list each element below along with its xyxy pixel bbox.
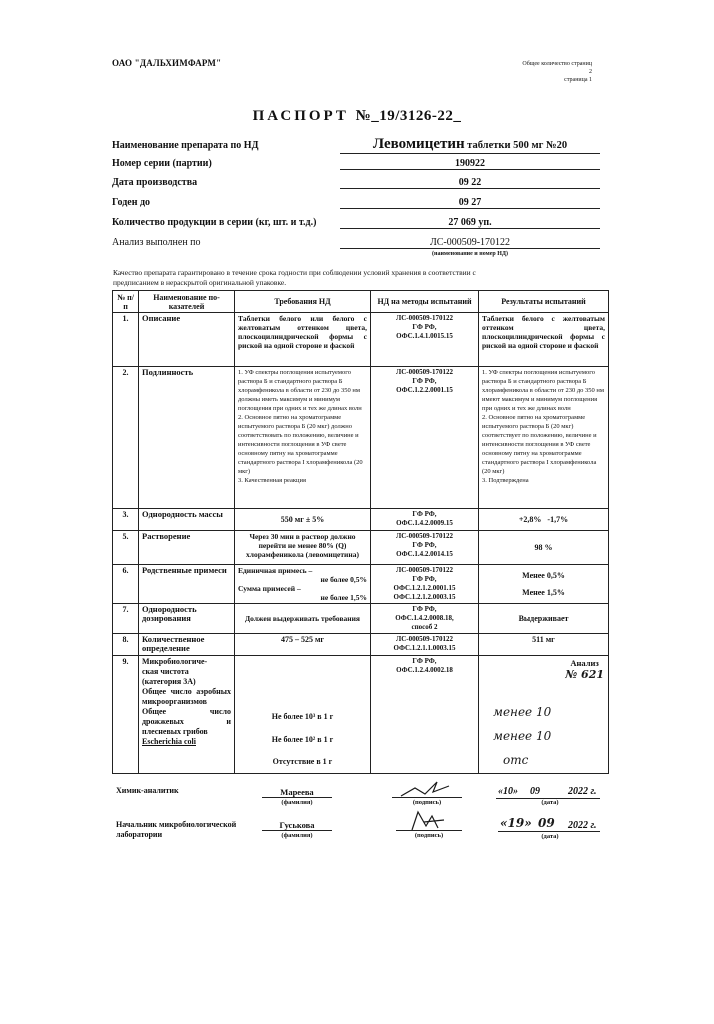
row-res: 98 % xyxy=(479,531,609,565)
micro-fungi-label: Общее число дрожжевых и плесневых грибов xyxy=(142,707,231,736)
table-row-micro xyxy=(113,656,609,774)
row-nd: ЛС-000509-170122 ГФ РФ, ОФС.1.2.2.0001.15 xyxy=(371,367,479,509)
col-header-res: Результаты испытаний xyxy=(479,291,609,313)
head-date-month: 09 xyxy=(538,816,555,830)
row-req-micro xyxy=(235,656,371,774)
row-num: 7. xyxy=(113,604,139,634)
row-name: Однородность массы xyxy=(139,509,235,531)
chemist-date-day: «10» xyxy=(498,786,518,797)
row-nd: ГФ РФ, ОФС.1.4.2.0008.18, способ 2 xyxy=(371,604,479,634)
col-header-req: Требования НД xyxy=(235,291,371,313)
table-row xyxy=(113,634,609,656)
micro-ecoli-label: Escherichia coli xyxy=(142,737,196,746)
table-row xyxy=(113,509,609,531)
drug-field xyxy=(340,136,600,154)
head-name: Гуськова xyxy=(262,820,332,831)
chemist-name: Мареева xyxy=(262,787,332,798)
req-single-limit: не более 0,5% xyxy=(320,575,367,584)
head-date-caption: (дата) xyxy=(541,833,559,840)
analysis-label: Анализ xyxy=(570,658,599,668)
head-date-day: «19» xyxy=(500,816,532,830)
prod-date-value: 09 22 xyxy=(340,177,600,189)
row-num: 3. xyxy=(113,509,139,531)
series-label: Номер серии (партии) xyxy=(112,158,212,169)
chemist-date-month: 09 xyxy=(530,786,540,797)
page-count xyxy=(520,60,592,84)
row-req: 1. УФ спектры поглощения испытуемого раствора Б и стандартного раствора Б хлорамфеникола в области от 230 до 350 нм должны иметь максимум и минимум поглощения при одних и тех же длинах волн 2. Основное пятно на хроматограмме испытуемого раствора Б (20 мкг) должно соответствовать по положению, величине и интенсивности поглощения в УФ свете основному пятну на хроматограмме стандартного раствора I хлорамфеникола (20 мкг) 3. Качественная реакция xyxy=(235,367,371,509)
micro-res-aerobic: менее 10 xyxy=(493,705,552,719)
row-res: 511 мг xyxy=(479,634,609,656)
expiry-label: Годен до xyxy=(112,197,151,208)
row-req-impurities xyxy=(235,565,371,604)
head-role: Начальник микробиологической лаборатории xyxy=(116,820,237,839)
row-nd: ЛС-000509-170122 ГФ РФ, ОФС.1.4.1.0015.15 xyxy=(371,313,479,367)
table-row xyxy=(113,565,609,604)
row-req: 550 мг ± 5% xyxy=(235,509,371,531)
chemist-sign-caption: (подпись) xyxy=(412,799,442,806)
micro-res-fungi: менее 10 xyxy=(493,729,552,743)
head-date-line xyxy=(498,831,600,832)
row-name: Растворение xyxy=(139,531,235,565)
passport-number: №_19/3126-22_ xyxy=(355,108,462,124)
table-row xyxy=(113,604,609,634)
expiry-value: 09 27 xyxy=(340,197,600,209)
row-name-micro xyxy=(139,656,235,774)
page-title xyxy=(0,108,714,125)
guarantee-text: Качество препарата гарантировано в течение срока годности при соблюдении условий хранения в соответствии с предписанием в нераскрытой оригинальной упаковке. xyxy=(113,268,476,287)
row-req: Таблетки белого или белого с желтоватым оттенком цвета, плоскоцилиндрической формы с риской на одной стороне и фаской xyxy=(235,313,371,367)
row-name: Родственные примеси xyxy=(139,565,235,604)
row-name: Описание xyxy=(139,313,235,367)
row-nd: ГФ РФ, ОФС.1.2.4.0002.18 xyxy=(371,656,479,774)
row-num: 2. xyxy=(113,367,139,509)
req-total-limit: не более 1,5% xyxy=(320,593,367,602)
row-nd: ЛС-000509-170122 ГФ РФ, ОФС.1.2.1.2.0001.15 ОФС.1.2.1.2.0003.15 xyxy=(371,565,479,604)
row-nd: ЛС-000509-170122 ГФ РФ, ОФС.1.4.2.0014.15 xyxy=(371,531,479,565)
row-res: Таблетки белого с желтоватым оттенком цвета, плоскоцилиндрической формы с риской на одной стороне и фаской xyxy=(479,313,609,367)
row-name: Количественное определение xyxy=(139,634,235,656)
micro-aerobic-label: Общее число аэробных микроорганизмов xyxy=(142,687,231,706)
analysis-number-box xyxy=(565,658,604,680)
micro-name-line: (категория 3А) xyxy=(142,677,196,686)
res-total-impurity: Менее 1,5% xyxy=(522,588,565,597)
row-req: Через 30 мин в раствор должно перейти не менее 80% (Q) хлорамфеникола (левомицетина) xyxy=(235,531,371,565)
row-res: +2,8% -1,7% xyxy=(479,509,609,531)
micro-name-line: Микробиологиче- xyxy=(142,657,208,666)
prod-date-label: Дата производства xyxy=(112,177,198,188)
table-header-row xyxy=(113,291,609,313)
res-single-impurity: Менее 0,5% xyxy=(522,571,565,580)
row-req: 475 – 525 мг xyxy=(235,634,371,656)
page-total: Общее количество страниц 2 xyxy=(522,61,592,75)
col-header-num: № п/п xyxy=(113,291,139,313)
table-row xyxy=(113,367,609,509)
micro-res-ecoli: отс xyxy=(503,753,529,767)
qty-value: 27 069 уп. xyxy=(340,217,600,229)
row-num: 6. xyxy=(113,565,139,604)
row-res-micro xyxy=(479,656,609,774)
col-header-name: Наименование по-казателей xyxy=(139,291,235,313)
qty-label: Количество продукции в серии (кг, шт. и т.д.) xyxy=(112,217,317,228)
micro-req-aerobic: Не более 10³ в 1 г xyxy=(271,712,334,721)
table-row xyxy=(113,313,609,367)
head-sign-caption: (подпись) xyxy=(414,832,444,839)
head-date-year: 2022 г. xyxy=(568,820,597,831)
row-nd: ЛС-000509-170122 ОФС.1.2.1.1.0003.15 xyxy=(371,634,479,656)
micro-req-fungi: Не более 10² в 1 г xyxy=(271,735,334,744)
head-sign-line xyxy=(396,830,462,831)
micro-req-ecoli: Отсутствие в 1 г xyxy=(272,757,333,766)
drug-name: Левомицетин xyxy=(372,136,465,152)
row-nd: ГФ РФ, ОФС.1.4.2.0009.15 xyxy=(371,509,479,531)
chemist-date-year: 2022 г. xyxy=(568,786,597,797)
analysis-number: № 621 xyxy=(565,668,604,681)
analysis-value: ЛС-000509-170122 xyxy=(340,237,600,249)
company-name: ОАО "ДАЛЬХИМФАРМ" xyxy=(112,58,222,68)
row-num: 8. xyxy=(113,634,139,656)
table-row xyxy=(113,531,609,565)
row-res: 1. УФ спектры поглощения испытуемого раствора Б и стандартного раствора Б хлорамфеникола в области от 230 до 350 нм имеют максимум и минимум поглощения при одних и тех же длинах волн 2. Основное пятно на хроматограмме испытуемого раствора Б (20 мкг) соответствует по положению, величине и интенсивности поглощения в УФ свете основному пятну на хроматограмме стандартного раствора I хлорамфеникола (20 мкг) 3. Подтверждена xyxy=(479,367,609,509)
chemist-name-caption: (фамилия) xyxy=(281,799,313,806)
row-num: 9. xyxy=(113,656,139,774)
micro-name-line: ская чистота xyxy=(142,667,189,676)
row-res-impurities xyxy=(479,565,609,604)
col-header-nd: НД на методы испытаний xyxy=(371,291,479,313)
series-value: 190922 xyxy=(340,158,600,170)
row-num: 5. xyxy=(113,531,139,565)
chemist-sign-line xyxy=(392,797,462,798)
head-name-caption: (фамилия) xyxy=(281,832,313,839)
spec-table xyxy=(112,290,609,774)
analysis-label: Анализ выполнен по xyxy=(112,237,201,248)
page-current: страница 1 xyxy=(564,77,592,83)
row-name: Подлинность xyxy=(139,367,235,509)
drug-label: Наименование препарата по НД xyxy=(112,140,259,151)
row-req: Должен выдерживать требования xyxy=(235,604,371,634)
title-prefix: ПАСПОРТ xyxy=(252,108,349,124)
chemist-role: Химик-аналитик xyxy=(116,786,179,795)
req-single-impurity: Единичная примесь – xyxy=(238,566,313,575)
analysis-caption: (наименование и номер НД) xyxy=(432,251,508,257)
drug-form: таблетки 500 мг №20 xyxy=(467,140,568,151)
req-total-impurity: Сумма примесей – xyxy=(238,584,301,593)
row-res: Выдерживает xyxy=(479,604,609,634)
chemist-date-caption: (дата) xyxy=(541,799,559,806)
row-name: Однородность дозирования xyxy=(139,604,235,634)
row-num: 1. xyxy=(113,313,139,367)
